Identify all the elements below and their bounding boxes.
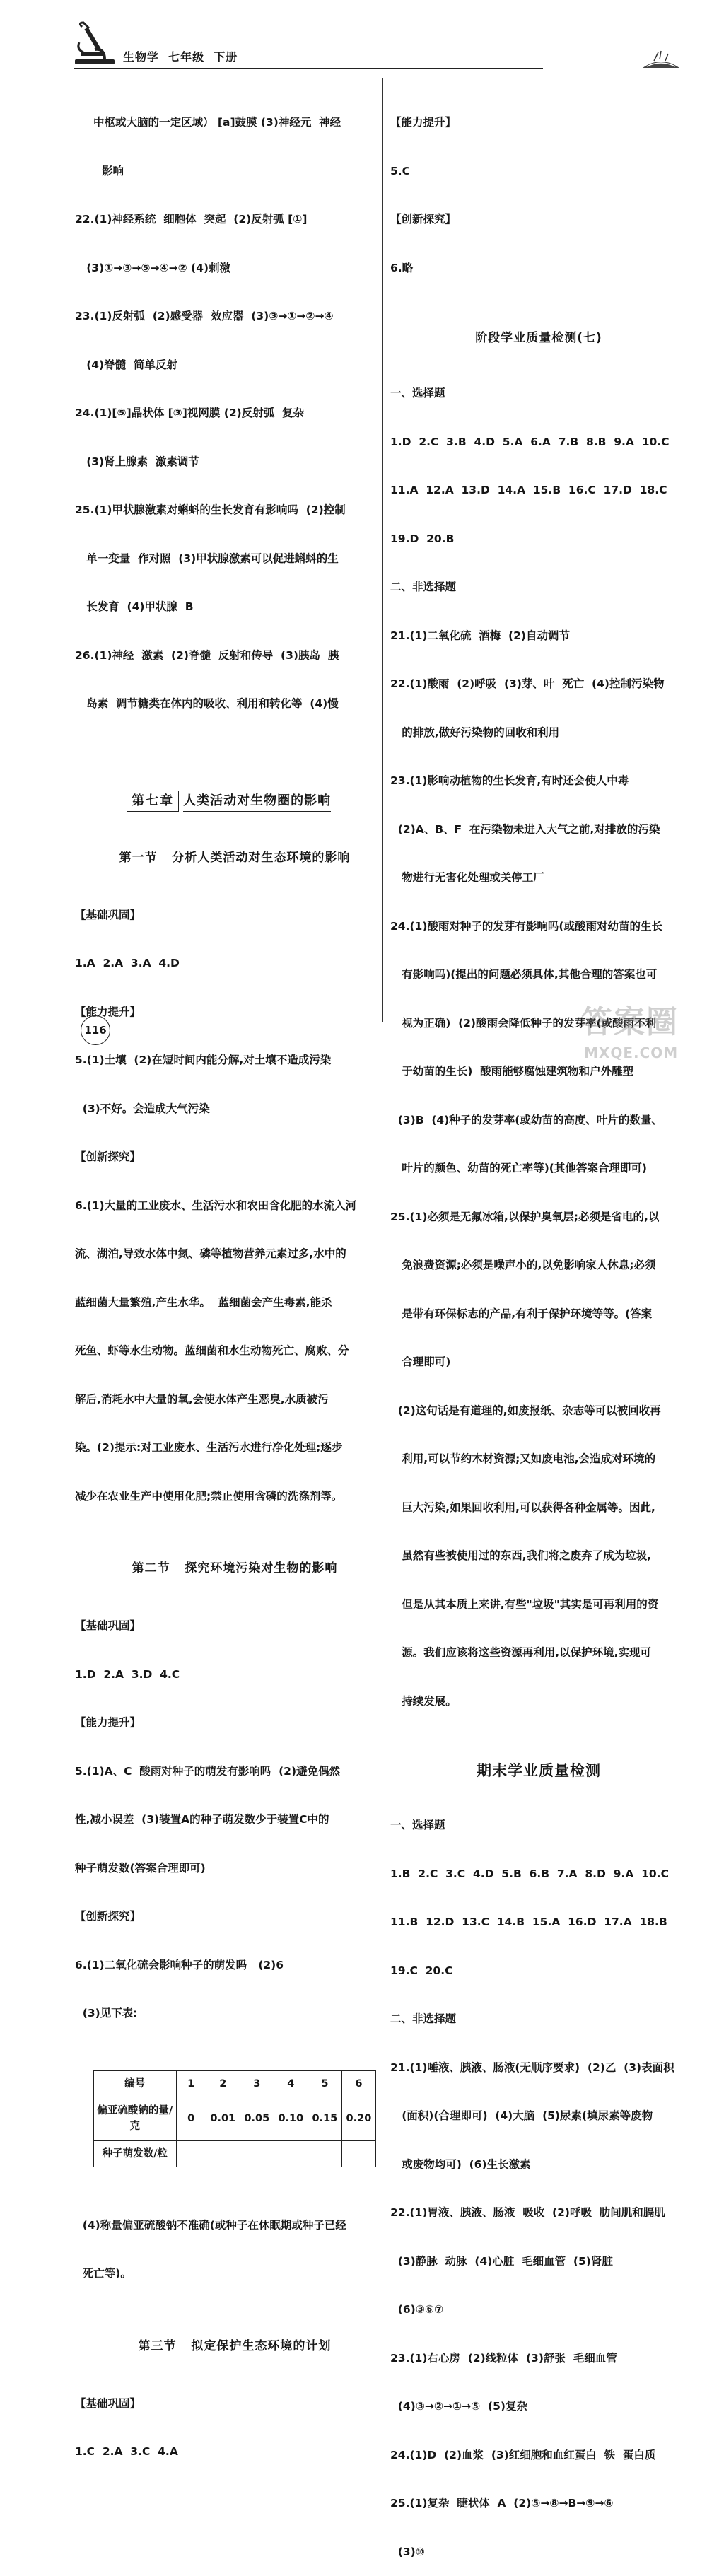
answer-22: 22.(1)胃液、胰液、肠液 吸收 (2)呼吸 肋间肌和膈肌 [390,2206,665,2219]
watermark-url: MXQE.COM [584,1044,679,1061]
answer-24-cont: 叶片的颜色、幼苗的死亡率等)(其他答案合理即可) [390,1162,647,1175]
tag-explore: 【创新探究】 [75,1910,141,1923]
mc-answers: 11.B 12.D 13.C 14.B 15.A 16.D 17.A 18.B [390,1916,667,1928]
chapter-number: 第七章 [127,791,179,812]
explore-answer-cont: 蓝细菌大量繁殖,产生水华。 蓝细菌会产生毒素,能杀 [75,1295,332,1309]
answer-25-cont: (2)这句话是有道理的,如废报纸、杂志等可以被回收再 [390,1404,661,1417]
basic-answers: 1.D 2.A 3.D 4.C [75,1667,180,1681]
table-header: 1 [176,2070,206,2097]
answer-25-cont: 单一变量 作对照 (3)甲状腺激素可以促进蝌蚪的生 [75,552,339,565]
answer-23-cont: (4)脊髓 简单反射 [75,358,177,371]
table-header: 6 [341,2070,375,2097]
seed-table [93,2070,376,2167]
decorative-leaf-icon [640,51,682,72]
mc-answers: 1.B 2.C 3.C 4.D 5.B 6.B 7.A 8.D 9.A 10.C [390,1867,669,1880]
answer-24: 24.(1)[⑤]晶状体 [③]视网膜 (2)反射弧 复杂 [75,407,305,419]
answer-25-cont: 持续发展。 [390,1694,457,1708]
table-header: 2 [206,2070,240,2097]
tag-explore: 【创新探究】 [390,213,457,226]
answer-24-cont: 有影响吗)(提出的问题必须具体,其他合理的答案也可 [390,968,658,981]
answer-26: 26.(1)神经 激素 (2)脊髓 反射和传导 (3)胰岛 胰 [75,648,339,662]
answer-24: 24.(1)酸雨对种子的发芽有影响吗(或酸雨对幼苗的生长 [390,919,662,933]
page-header [0,0,707,74]
tag-ability: 【能力提升】 [75,1005,141,1018]
final-test-title: 期末学业质量检测 [477,1762,601,1779]
answer-23-cont: (2)A、B、F 在污染物未进入大气之前,对排放的污染 [390,822,660,836]
tag-basic: 【基础巩固】 [75,1619,141,1632]
table-row [94,2140,376,2167]
ability-answer: 5.(1)土壤 (2)在短时间内能分解,对土壤不造成污染 [75,1054,332,1066]
tag-basic: 【基础巩固】 [75,908,141,921]
chapter-heading [109,761,376,808]
page-number: 116 [81,1015,110,1045]
answer-24-cont: (3)B (4)种子的发芽率(或幼苗的高度、叶片的数量、 [390,1113,662,1126]
explore-answer-cont: 死鱼、虾等水生动物。蓝细菌和水生动物死亡、腐败、分 [75,1344,349,1357]
answer-23-cont: 物进行无害化处理或关停工厂 [390,871,544,884]
table-cell: 种子萌发数/粒 [94,2140,177,2167]
leaf-icon [85,1007,100,1015]
answer-24-cont: (3)肾上腺素 激素调节 [75,455,199,468]
answer-22: 22.(1)神经系统 细胞体 突起 (2)反射弧 [①] [75,213,308,226]
answer-25: 25.(1)必须是无氟冰箱,以保护臭氧层;必须是省电的,以 [390,1210,660,1223]
ability-answer: 5.C [390,164,411,177]
right-column [390,83,687,2576]
basic-answers: 1.C 2.A 3.C 4.A [75,2445,178,2458]
answer-21-cont: (面积)(合理即可) (4)大脑 (5)尿素(填尿素等废物 [390,2109,653,2122]
explore-answer-cont: (4)称量偏亚硫酸钠不准确(或种子在休眠期或种子已经 [75,2218,346,2232]
table-cell: 偏亚硫酸钠的量/克 [94,2097,177,2140]
answer-25-cont: 合理即可) [390,1356,451,1368]
answer-23-cont: (4)③→②→①→⑤ (5)复杂 [390,2400,527,2413]
explore-answer: 6.(1)二氧化硫会影响种子的萌发吗 (2)6 [75,1958,284,1971]
answer-25-cont: 但是从其本质上来讲,有些"垃圾"其实是可再利用的资 [390,1597,659,1611]
answer-25-cont: 源。我们应该将这些资源再利用,以保护环境,实现可 [390,1646,651,1659]
explore-answer: 6.略 [390,261,414,274]
explore-answer-cont: 流、湖泊,导致水体中氮、磷等植物营养元素过多,水中的 [75,1247,346,1260]
answer-26-cont: 岛素 调节糖类在体内的吸收、利用和转化等 (4)慢 [75,697,339,710]
table-cell: 0.15 [308,2097,341,2140]
part-heading: 二、非选择题 [390,2012,457,2025]
answer-25: 25.(1)甲状腺激素对蝌蚪的生长发育有影响吗 (2)控制 [75,503,346,516]
table-header: 4 [274,2070,308,2097]
answer-22-cont: (6)③⑥⑦ [390,2303,444,2316]
answer-25-cont: 虽然有些被使用过的东西,我们将之废弃了成为垃圾, [390,1549,651,1562]
column-divider [382,78,383,1022]
explore-answer-cont: 减少在农业生产中使用化肥;禁止使用含磷的洗涤剂等。 [75,1489,343,1503]
ability-answer-cont: 性,减小误差 (3)装置A的种子萌发数少于装置C中的 [75,1813,329,1826]
mc-answers: 11.A 12.A 13.D 14.A 15.B 16.C 17.D 18.C [390,484,667,496]
microscope-icon [74,21,117,66]
basic-answers: 1.A 2.A 3.A 4.D [75,957,180,969]
section-title: 第一节 分析人类活动对生态环境的影响 [119,850,351,865]
answer-21: 21.(1)唾液、胰液、肠液(无顺序要求) (2)乙 (3)表面积 [390,2061,674,2074]
table-cell [341,2140,375,2167]
page-title: 生物学 七年级 下册 [123,50,238,64]
text-line: 影响 [102,164,124,177]
stage-test-title: 阶段学业质量检测(七) [475,331,602,345]
chapter-title: 人类活动对生物圈的影响 [183,791,331,812]
answer-25-cont: (3)⑩ [390,2545,425,2558]
mc-answers: 19.D 20.B [390,532,455,545]
text-line: 中枢或大脑的一定区域） [a]鼓膜 (3)神经元 神经 [93,116,341,129]
explore-answer: 6.(1)大量的工业废水、生活污水和农田含化肥的水流入河 [75,1199,357,1212]
mc-answers: 1.D 2.C 3.B 4.D 5.A 6.A 7.B 8.B 9.A 10.C [390,435,670,448]
table-cell [308,2140,341,2167]
tag-ability: 【能力提升】 [75,1716,141,1729]
explore-answer-cont: 染。(2)提示:对工业废水、生活污水进行净化处理;逐步 [75,1441,343,1454]
table-cell [176,2140,206,2167]
answer-23: 23.(1)反射弧 (2)感受器 效应器 (3)③→①→②→④ [75,310,334,322]
answer-21-cont: 或废物均可) (6)生长激素 [390,2157,531,2171]
table-row [94,2070,376,2097]
table-header: 3 [240,2070,274,2097]
answer-23: 23.(1)影响动植物的生长发育,有时还会使人中毒 [390,774,629,787]
table-cell: 0.20 [341,2097,375,2140]
tag-explore: 【创新探究】 [75,1150,141,1163]
explore-answer-cont: (3)见下表: [75,2007,138,2020]
tag-ability: 【能力提升】 [390,116,457,129]
answer-25-cont: 长发育 (4)甲状腺 B [75,600,194,613]
table-header: 编号 [94,2070,177,2097]
answer-22: 22.(1)酸雨 (2)呼吸 (3)芽、叶 死亡 (4)控制污染物 [390,677,665,690]
part-heading: 二、非选择题 [390,581,457,593]
ability-answer: 5.(1)A、C 酸雨对种子的萌发有影响吗 (2)避免偶然 [75,1764,341,1778]
answer-23: 23.(1)右心房 (2)线粒体 (3)舒张 毛细血管 [390,2351,617,2365]
watermark [581,1003,694,1066]
ability-answer-cont: (3)不好。会造成大气污染 [75,1102,210,1115]
mc-answers: 19.C 20.C [390,1964,453,1977]
table-row [94,2097,376,2140]
answer-24-cont: 视为正确) (2)酸雨会降低种子的发芽率(或酸雨不利 [390,1016,657,1030]
section-title: 第二节 探究环境污染对生物的影响 [132,1561,338,1575]
table-cell: 0 [176,2097,206,2140]
section-title: 第三节 拟定保护生态环境的计划 [138,2338,332,2353]
answer-24: 24.(1)D (2)血浆 (3)红细胞和血红蛋白 铁 蛋白质 [390,2448,656,2461]
left-column [75,83,376,2476]
answer-22-cont: (3)静脉 动脉 (4)心脏 毛细血管 (5)肾脏 [390,2254,613,2268]
table-header: 5 [308,2070,341,2097]
answer-25-cont: 巨大污染,如果回收利用,可以获得各种金属等。因此, [390,1500,655,1514]
answer-21: 21.(1)二氧化硫 酒梅 (2)自动调节 [390,629,570,642]
table-cell: 0.01 [206,2097,240,2140]
watermark-text: 答案圈 [581,1004,679,1040]
part-heading: 一、选择题 [390,1819,445,1831]
tag-basic: 【基础巩固】 [75,2396,141,2410]
table-cell [240,2140,274,2167]
answer-25-cont: 免浪费资源;必须是噪声小的,以免影响家人休息;必须 [390,1259,656,1271]
header-rule [74,68,543,69]
explore-answer-cont: 死亡等)。 [75,2267,132,2280]
ability-answer-cont: 种子萌发数(答案合理即可) [75,1861,206,1875]
answer-25: 25.(1)复杂 睫状体 A (2)⑤→⑧→B→⑨→⑥ [390,2497,614,2510]
table-cell: 0.10 [274,2097,308,2140]
answer-24-cont: 于幼苗的生长) 酸雨能够腐蚀建筑物和户外雕塑 [390,1065,634,1078]
table-cell [206,2140,240,2167]
explore-answer-cont: 解后,消耗水中大量的氧,会使水体产生恶臭,水质被污 [75,1392,329,1406]
table-cell [274,2140,308,2167]
table-cell: 0.05 [240,2097,274,2140]
answer-22-cont: (3)①→③→⑤→④→② (4)刺激 [75,261,231,274]
part-heading: 一、选择题 [390,387,445,400]
answer-25-cont: 是带有环保标志的产品,有利于保护环境等等。(答案 [390,1307,653,1320]
answer-22-cont: 的排放,做好污染物的回收和利用 [390,725,560,739]
answer-25-cont: 利用,可以节约木材资源;又如废电池,会造成对环境的 [390,1452,656,1465]
